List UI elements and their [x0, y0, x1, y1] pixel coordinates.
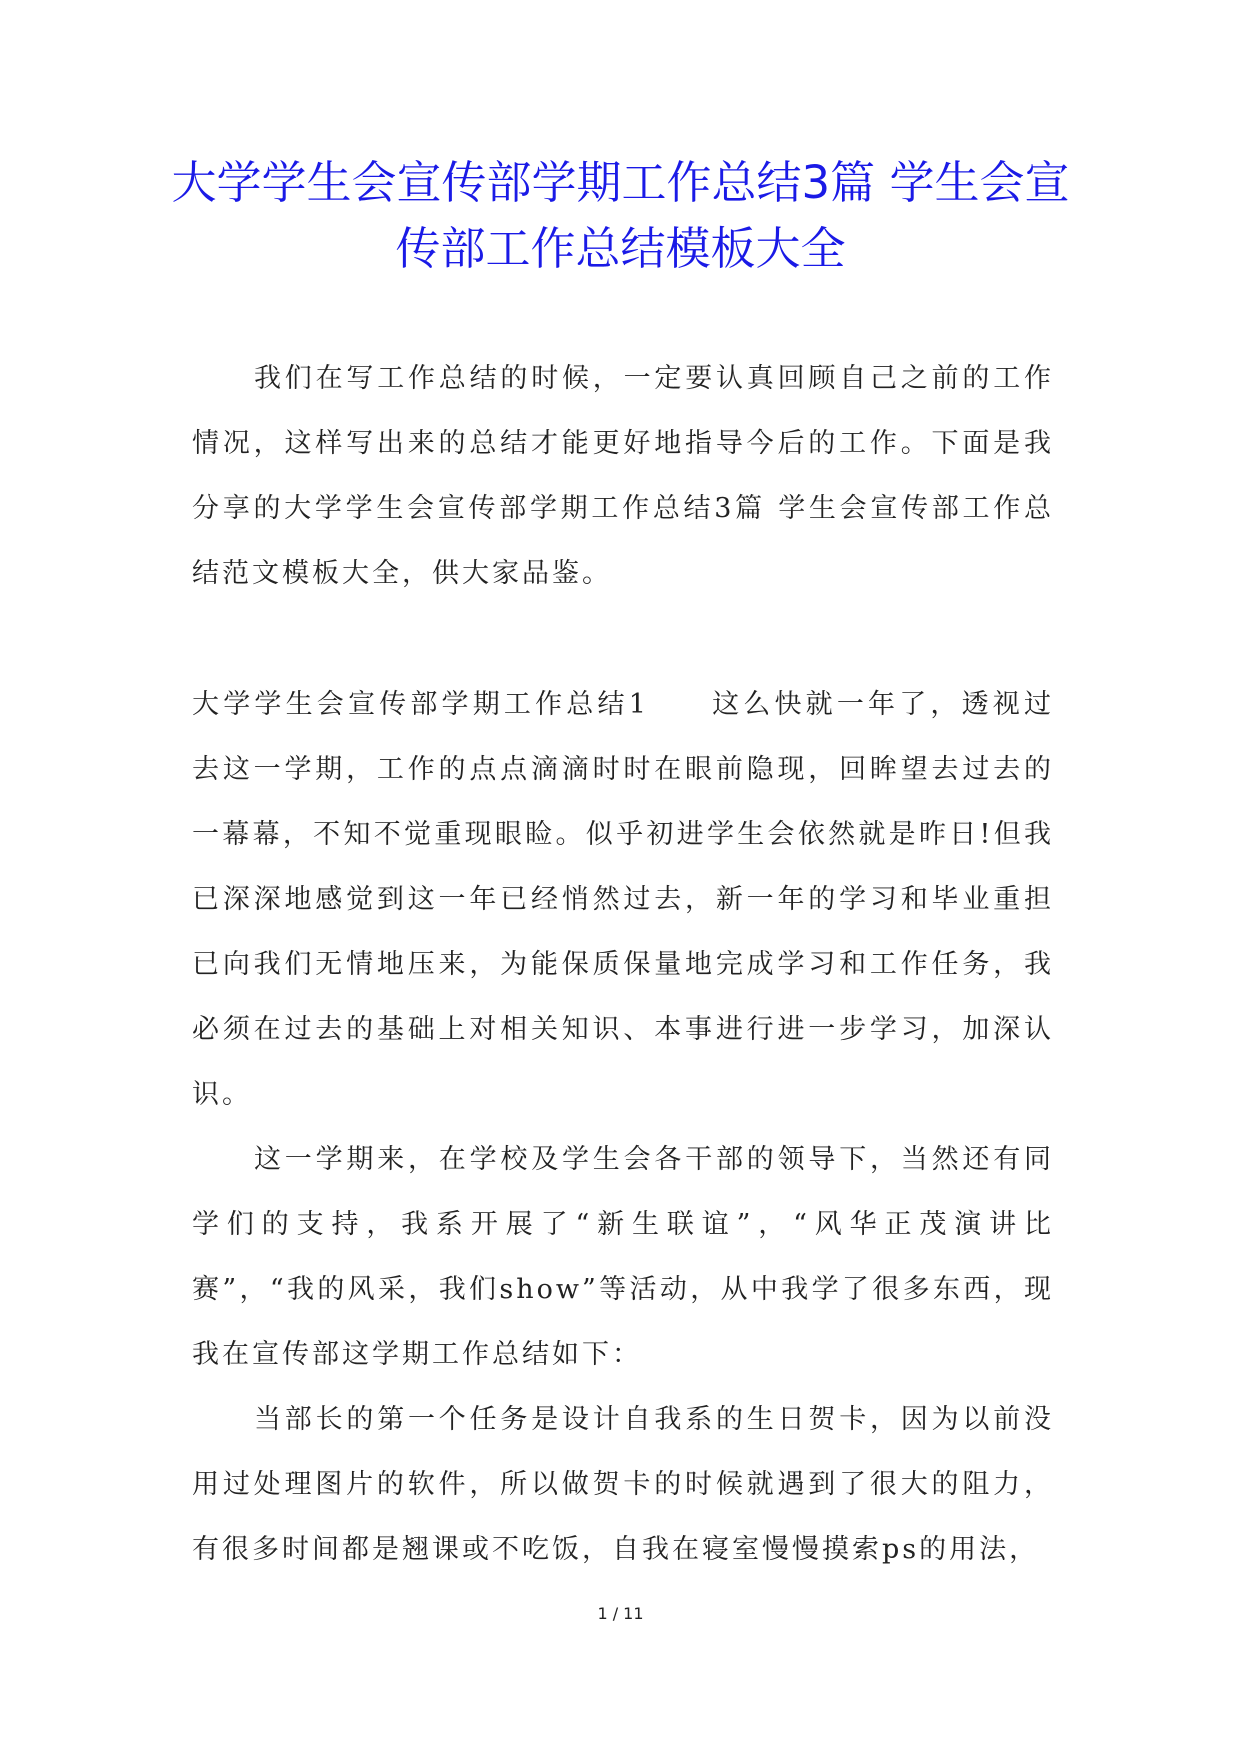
- section-heading: 大学学生会宣传部学期工作总结1: [192, 689, 649, 720]
- document-title: 大学学生会宣传部学期工作总结3篇 学生会宣传部工作总结模板大全: [171, 156, 1070, 275]
- section-two-paragraph: 这一学期来，在学校及学生会各干部的领导下，当然还有同学们的支持，我系开展了“新生联谊”，“风华正茂演讲比赛”，“我的风采，我们show”等活动，从中我学了很多东西，现我在宣传部这学期工作总结如下：: [192, 1144, 1054, 1370]
- page-number: 1 / 11: [597, 1604, 644, 1623]
- intro-paragraph: 我们在写工作总结的时候，一定要认真回顾自己之前的工作情况，这样写出来的总结才能更好地指导今后的工作。下面是我分享的大学学生会宣传部学期工作总结3篇 学生会宣传部工作总结范文模板大全，供大家品鉴。: [192, 363, 1054, 589]
- section-one-text: 这么快就一年了，透视过去这一学期，工作的点点滴滴时时在眼前隐现，回眸望去过去的一幕幕，不知不觉重现眼睑。似乎初进学生会依然就是昨日!但我已深深地感觉到这一年已经悄然过去，新一年的学习和毕业重担已向我们无情地压来，为能保质保量地完成学习和工作任务，我必须在过去的基础上对相关知识、本事进行进一步学习，加深认识。: [192, 689, 1054, 1110]
- section-one-paragraph: [192, 672, 1054, 1127]
- section-three-paragraph: 当部长的第一个任务是设计自我系的生日贺卡，因为以前没用过处理图片的软件，所以做贺卡的时候就遇到了很大的阻力，有很多时间都是翘课或不吃饭，自我在寝室慢慢摸索ps的用法，: [192, 1404, 1054, 1565]
